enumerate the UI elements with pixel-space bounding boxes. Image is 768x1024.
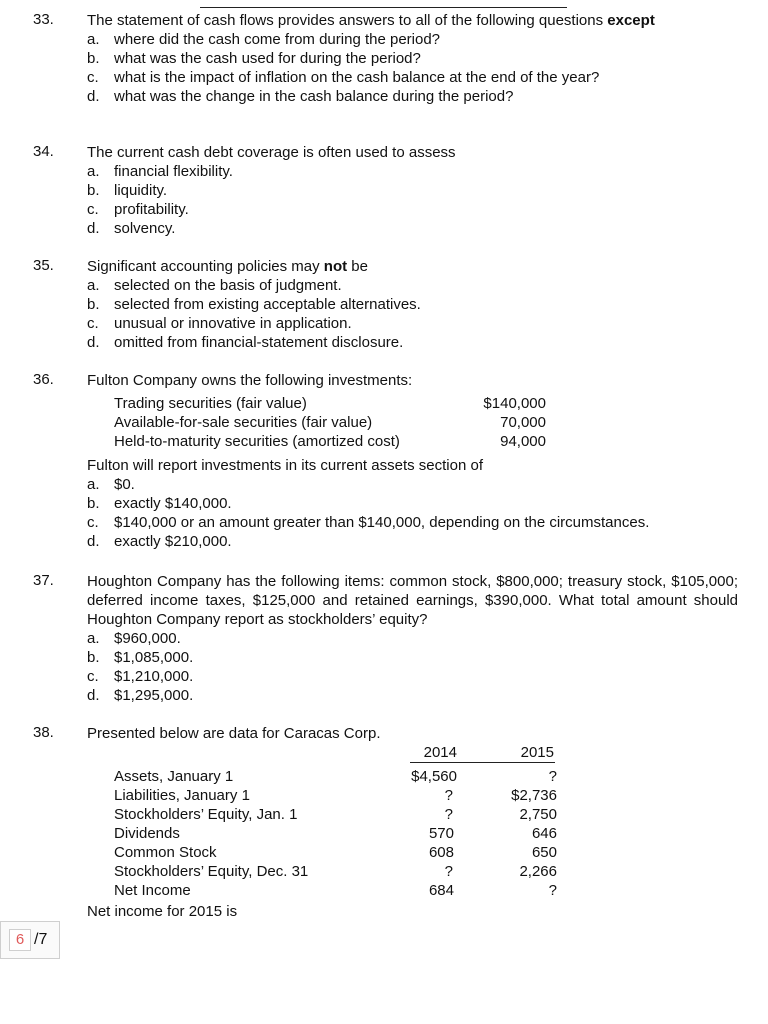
investments-table <box>114 394 546 451</box>
cell-2015: ? <box>548 882 557 899</box>
investment-row: Available-for-sale securities (fair value) 70,000 <box>114 414 546 431</box>
top-rule <box>200 7 567 8</box>
option-c[interactable]: c. unusual or innovative in application. <box>87 315 352 332</box>
option-a[interactable]: a. $960,000. <box>87 630 181 647</box>
option-a[interactable]: a. selected on the basis of judgment. <box>87 277 342 294</box>
option-c[interactable]: c. profitability. <box>87 201 189 218</box>
question-stem: Presented below are data for Caracas Corp. <box>87 725 381 742</box>
row-label: Net Income <box>114 882 191 899</box>
option-c[interactable]: c. $1,210,000. <box>87 668 194 685</box>
answer-options <box>87 475 738 551</box>
question-35 <box>33 257 738 352</box>
cell-2014: ? <box>444 806 453 823</box>
option-d[interactable]: d. omitted from financial-statement disclosure. <box>87 334 404 351</box>
question-number: 34. <box>33 143 54 160</box>
page-indicator <box>0 921 60 959</box>
question-36 <box>33 371 738 551</box>
option-d[interactable]: d. $1,295,000. <box>87 687 194 704</box>
option-a[interactable]: a. where did the cash come from during the period? <box>87 31 441 48</box>
question-37 <box>33 572 738 705</box>
question-number: 38. <box>33 724 54 741</box>
column-header-2014: 2014 <box>423 744 457 761</box>
cell-2015: 2,750 <box>519 806 557 823</box>
option-a[interactable]: a. financial flexibility. <box>87 163 233 180</box>
option-b[interactable]: b. exactly $140,000. <box>87 495 232 512</box>
question-stem-continued: Net income for 2015 is <box>87 903 238 920</box>
row-label: Assets, January 1 <box>114 768 234 785</box>
option-c[interactable]: c. $140,000 or an amount greater than $140,000, depending on the circumstances. <box>87 514 650 531</box>
row-label: Stockholders’ Equity, Jan. 1 <box>114 806 298 823</box>
question-stem: The current cash debt coverage is often used to assess <box>87 144 456 161</box>
investment-row: Trading securities (fair value) $140,000 <box>114 395 546 412</box>
cell-2014: ? <box>444 863 453 880</box>
question-34 <box>33 143 738 238</box>
option-b[interactable]: b. $1,085,000. <box>87 649 194 666</box>
cell-2014: $4,560 <box>411 768 457 785</box>
option-d[interactable]: d. solvency. <box>87 220 176 237</box>
question-33 <box>33 11 738 106</box>
cell-2014: ? <box>444 787 453 804</box>
cell-2015: 646 <box>531 825 557 842</box>
cell-2014: 608 <box>428 844 454 861</box>
option-b[interactable]: b. what was the cash used for during the period? <box>87 50 421 67</box>
cell-2015: ? <box>548 768 557 785</box>
cell-2015: 650 <box>531 844 557 861</box>
option-a[interactable]: a. $0. <box>87 476 135 493</box>
answer-options <box>87 276 738 352</box>
total-pages: /7 <box>34 931 48 948</box>
question-38 <box>33 724 738 921</box>
cell-2014: 570 <box>428 825 454 842</box>
answer-options <box>87 30 738 106</box>
question-stem: The statement of cash flows provides answers to all of the following questions except <box>87 12 655 29</box>
option-c[interactable]: c. what is the impact of inflation on the cash balance at the end of the year? <box>87 69 600 86</box>
option-b[interactable]: b. selected from existing acceptable alternatives. <box>87 296 421 313</box>
question-number: 35. <box>33 257 54 274</box>
header-rule <box>410 762 555 763</box>
row-label: Common Stock <box>114 844 217 861</box>
question-stem: Significant accounting policies may not be <box>87 258 368 275</box>
cell-2015: $2,736 <box>511 787 557 804</box>
question-stem: Houghton Company has the following items: common stock, $800,000; treasury stock, $105,000; deferred income taxes, $125,000 and retained earnings, $390,000. What total amount should Houghton Company report as stockholders’ equity? <box>87 573 738 628</box>
row-label: Dividends <box>114 825 180 842</box>
cell-2014: 684 <box>428 882 454 899</box>
row-label: Liabilities, January 1 <box>114 787 250 804</box>
answer-options <box>87 162 738 238</box>
option-d[interactable]: d. what was the change in the cash balance during the period? <box>87 88 514 105</box>
question-stem-continued: Fulton will report investments in its current assets section of <box>87 457 483 474</box>
option-d[interactable]: d. exactly $210,000. <box>87 533 232 550</box>
question-stem: Fulton Company owns the following investments: <box>87 372 413 389</box>
question-number: 36. <box>33 371 54 388</box>
column-header-2015: 2015 <box>520 744 554 761</box>
row-label: Stockholders’ Equity, Dec. 31 <box>114 863 309 880</box>
option-b[interactable]: b. liquidity. <box>87 182 168 199</box>
question-number: 37. <box>33 572 54 589</box>
question-number: 33. <box>33 11 54 28</box>
answer-options <box>87 629 738 705</box>
caracas-data-table <box>87 743 738 897</box>
cell-2015: 2,266 <box>519 863 557 880</box>
investment-row: Held-to-maturity securities (amortized cost) 94,000 <box>114 433 546 450</box>
current-page-input[interactable]: 6 <box>9 929 31 951</box>
